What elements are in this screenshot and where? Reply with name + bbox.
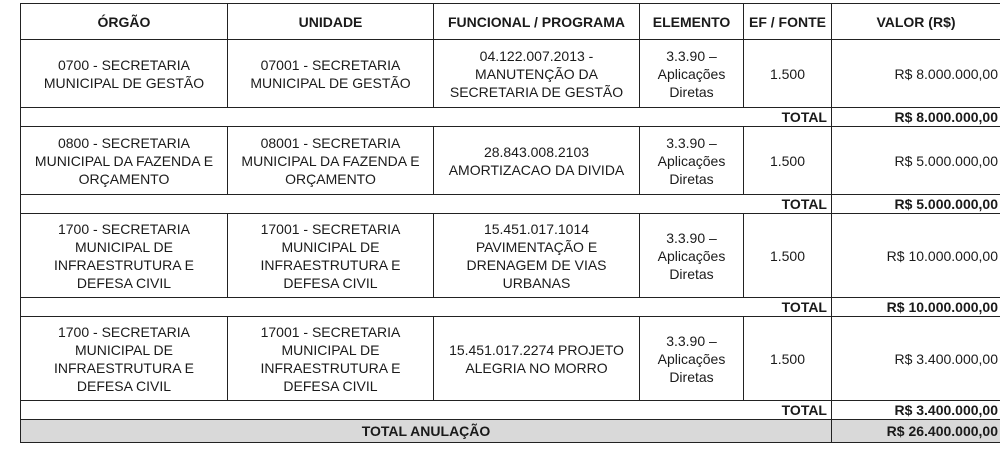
table-row [21,40,1000,108]
cell-elemento: 3.3.90 – Aplicações Diretas [640,317,744,401]
budget-annulment-table [20,3,1000,443]
grand-total-amount: R$ 26.400.000,00 [832,420,1000,443]
subtotal-amount: R$ 5.000.000,00 [832,195,1000,214]
subtotal-label: TOTAL [744,195,832,214]
subtotal-amount: R$ 3.400.000,00 [832,401,1000,420]
grand-total-label-cell [21,420,832,443]
header-valor: VALOR (R$) [832,4,1000,40]
cell-elemento: 3.3.90 – Aplicações Diretas [640,127,744,195]
header-funcional: FUNCIONAL / PROGRAMA [434,4,640,40]
subtotal-row [21,195,1000,214]
subtotal-spacer [21,298,744,317]
cell-orgao: 0800 - SECRETARIA MUNICIPAL DA FAZENDA E ORÇAMENTO [21,127,228,195]
cell-elemento: 3.3.90 – Aplicações Diretas [640,40,744,108]
cell-orgao: 1700 - SECRETARIA MUNICIPAL DE INFRAESTRUTURA E DEFESA CIVIL [21,214,228,298]
subtotal-label: TOTAL [744,401,832,420]
cell-ef-fonte: 1.500 [744,214,832,298]
subtotal-label: TOTAL [744,298,832,317]
cell-ef-fonte: 1.500 [744,40,832,108]
cell-valor: R$ 3.400.000,00 [832,317,1000,401]
cell-valor: R$ 10.000.000,00 [832,214,1000,298]
cell-ef-fonte: 1.500 [744,317,832,401]
cell-orgao: 0700 - SECRETARIA MUNICIPAL DE GESTÃO [21,40,228,108]
cell-funcional: 15.451.017.1014 PAVIMENTAÇÃO E DRENAGEM DE VIAS URBANAS [434,214,640,298]
header-unidade: UNIDADE [228,4,434,40]
cell-unidade: 17001 - SECRETARIA MUNICIPAL DE INFRAESTRUTURA E DEFESA CIVIL [228,214,434,298]
cell-unidade: 17001 - SECRETARIA MUNICIPAL DE INFRAESTRUTURA E DEFESA CIVIL [228,317,434,401]
header-row [21,4,1000,40]
cell-valor: R$ 5.000.000,00 [832,127,1000,195]
table-row [21,214,1000,298]
cell-valor: R$ 8.000.000,00 [832,40,1000,108]
subtotal-row [21,298,1000,317]
subtotal-row [21,108,1000,127]
subtotal-spacer [21,195,744,214]
cell-elemento: 3.3.90 – Aplicações Diretas [640,214,744,298]
header-orgao: ÓRGÃO [21,4,228,40]
cell-ef-fonte: 1.500 [744,127,832,195]
subtotal-amount: R$ 10.000.000,00 [832,298,1000,317]
table-row [21,317,1000,401]
subtotal-label: TOTAL [744,108,832,127]
grand-total-row [21,420,1000,443]
subtotal-spacer [21,108,744,127]
budget-table-container [20,3,1000,443]
subtotal-row [21,401,1000,420]
cell-unidade: 07001 - SECRETARIA MUNICIPAL DE GESTÃO [228,40,434,108]
table-row [21,127,1000,195]
header-ef-fonte: EF / FONTE [744,4,832,40]
cell-unidade: 08001 - SECRETARIA MUNICIPAL DA FAZENDA E ORÇAMENTO [228,127,434,195]
cell-funcional: 28.843.008.2103 AMORTIZACAO DA DIVIDA [434,127,640,195]
cell-funcional: 15.451.017.2274 PROJETO ALEGRIA NO MORRO [434,317,640,401]
cell-funcional: 04.122.007.2013 - MANUTENÇÃO DA SECRETARIA DE GESTÃO [434,40,640,108]
subtotal-amount: R$ 8.000.000,00 [832,108,1000,127]
header-elemento: ELEMENTO [640,4,744,40]
grand-total-label: TOTAL ANULAÇÃO [361,423,491,439]
cell-orgao: 1700 - SECRETARIA MUNICIPAL DE INFRAESTRUTURA E DEFESA CIVIL [21,317,228,401]
subtotal-spacer [21,401,744,420]
